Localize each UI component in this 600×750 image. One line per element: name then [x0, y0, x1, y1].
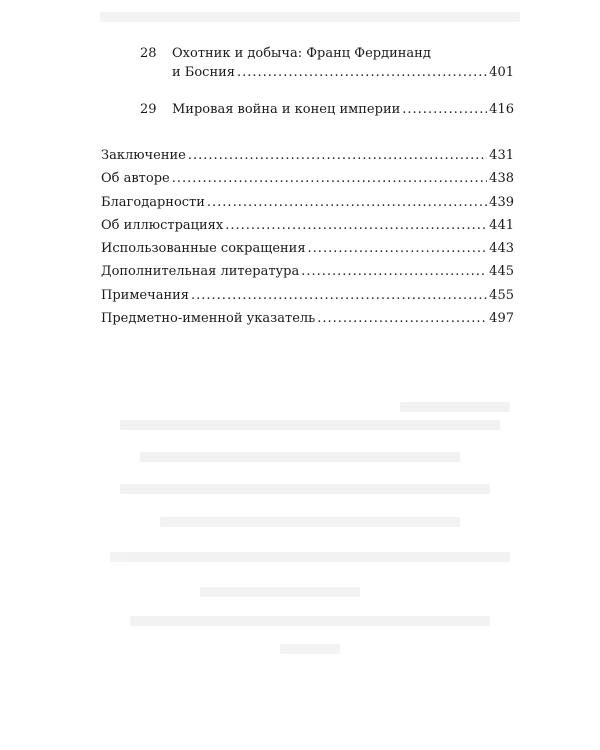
dot-leader: [207, 191, 487, 214]
chapter-title-line2: и Босния: [172, 65, 235, 80]
page-number: 439: [489, 194, 514, 210]
toc-entry-further-reading[interactable]: [101, 260, 514, 283]
toc-entry-acknowledgements[interactable]: [101, 191, 514, 214]
dot-leader: [402, 100, 487, 119]
page-number: 401: [489, 65, 514, 80]
toc-entry-conclusion[interactable]: [101, 144, 514, 167]
dot-leader: [191, 284, 487, 307]
dot-leader: [308, 237, 488, 260]
toc-entry-abbreviations[interactable]: [101, 237, 514, 260]
dot-leader: [317, 307, 487, 330]
dot-leader: [225, 214, 487, 237]
entry-title: Благодарности: [101, 194, 205, 210]
page-number: 441: [489, 217, 514, 233]
dot-leader: [237, 63, 487, 82]
page-number: 445: [489, 264, 514, 280]
toc-chapter-29[interactable]: [140, 100, 514, 119]
dot-leader: [301, 260, 487, 283]
page-number: 431: [489, 148, 514, 163]
dot-leader: [188, 144, 487, 167]
entry-title: Дополнительная литература: [101, 264, 300, 280]
toc-entry-index[interactable]: [101, 307, 514, 330]
entry-title: Заключение: [101, 148, 186, 163]
page-number: 416: [489, 102, 514, 117]
toc-chapter-28[interactable]: [140, 44, 514, 82]
chapter-list: [140, 44, 514, 119]
page-number: 443: [489, 241, 514, 257]
chapter-number: 29: [140, 102, 157, 117]
page-number: 438: [489, 171, 514, 187]
page-number: 497: [489, 311, 514, 327]
entry-title: Предметно-именной указатель: [101, 311, 316, 327]
entry-title: Об иллюстрациях: [101, 217, 224, 233]
back-matter-list: [101, 144, 514, 330]
page-number: 455: [489, 287, 514, 303]
entry-title: Использованные сокращения: [101, 241, 306, 257]
chapter-title-line1: Охотник и добыча: Франц Фердинанд: [172, 46, 431, 61]
toc-entry-illustrations[interactable]: [101, 214, 514, 237]
chapter-title: Мировая война и конец империи: [172, 102, 401, 117]
chapter-number: 28: [140, 46, 157, 61]
entry-title: Об авторе: [101, 171, 170, 187]
entry-title: Примечания: [101, 287, 190, 303]
toc-entry-about-author[interactable]: [101, 167, 514, 190]
dot-leader: [172, 167, 487, 190]
toc-entry-notes[interactable]: [101, 284, 514, 307]
